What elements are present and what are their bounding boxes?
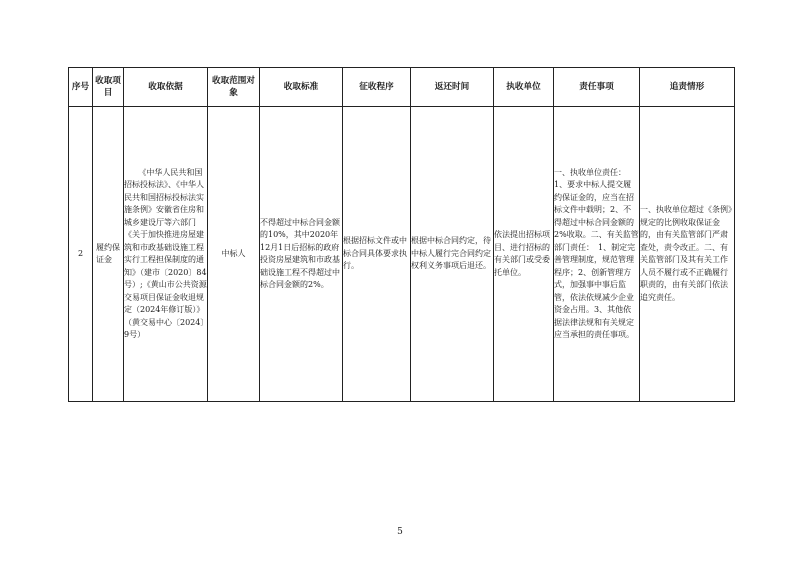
cell-standard: 不得超过中标合同金额的10%，其中2020年12月1日后招标的政府投资房屋建筑和市政基础设施工程不得超过中标合同金额的2%。: [260, 107, 343, 402]
cell-procedure: 根据招标文件或中标合同具体要求执行。: [343, 107, 411, 402]
table-row: [69, 107, 735, 402]
header-no: 序号: [69, 68, 93, 107]
cell-duties: 一、执收单位责任：1、要求中标人提交履约保证金的，应当在招标文件中载明；2、不得超过中标合同金额的2%收取。二、有关监管部门责任： 1、制定完善管理制度，规范管理程序；2、创新管理方式，加强事中事后监管，依法依规减少企业资金占用。3、其他依据法律法规和有关规定应当承担的责任事项。: [554, 107, 640, 402]
header-scope: 收取范围对象: [208, 68, 260, 107]
cell-return-time: 根据中标合同约定，待中标人履行完合同约定权利义务事项后退还。: [411, 107, 494, 402]
header-row: [69, 68, 735, 107]
header-procedure: 征收程序: [343, 68, 411, 107]
header-accountability: 追责情形: [640, 68, 735, 107]
cell-unit: 依法提出招标项目、进行招标的有关部门或受委托单位。: [494, 107, 554, 402]
header-unit: 执收单位: [494, 68, 554, 107]
header-standard: 收取标准: [260, 68, 343, 107]
header-return-time: 返还时间: [411, 68, 494, 107]
header-basis: 收取依据: [124, 68, 208, 107]
header-duties: 责任事项: [554, 68, 640, 107]
cell-basis: 《中华人民共和国招标投标法》、《中华人民共和国招标投标法实施条例》安徽省住房和城乡建设厅等六部门《关于加快推进房屋建筑和市政基础设施工程实行工程担保制度的通知》（建市〔2020〕84号）;《黄山市公共资源交易项目保证金收退规定（2024年修订版）》（黄交易中心〔2024〕9号）: [124, 107, 208, 402]
header-item: 收取项目: [93, 68, 124, 107]
cell-item: 履约保证金: [93, 107, 124, 402]
cell-accountability: 一、执收单位超过《条例》规定的比例收取保证金的，由有关监管部门严肃查处，责令改正。二、有关监管部门及其有关工作人员不履行或不正确履行职责的，由有关部门依法追究责任。: [640, 107, 735, 402]
cell-no: 2: [69, 107, 93, 402]
cell-scope: 中标人: [208, 107, 260, 402]
fee-table: [68, 67, 735, 402]
page-number: 5: [397, 527, 403, 537]
